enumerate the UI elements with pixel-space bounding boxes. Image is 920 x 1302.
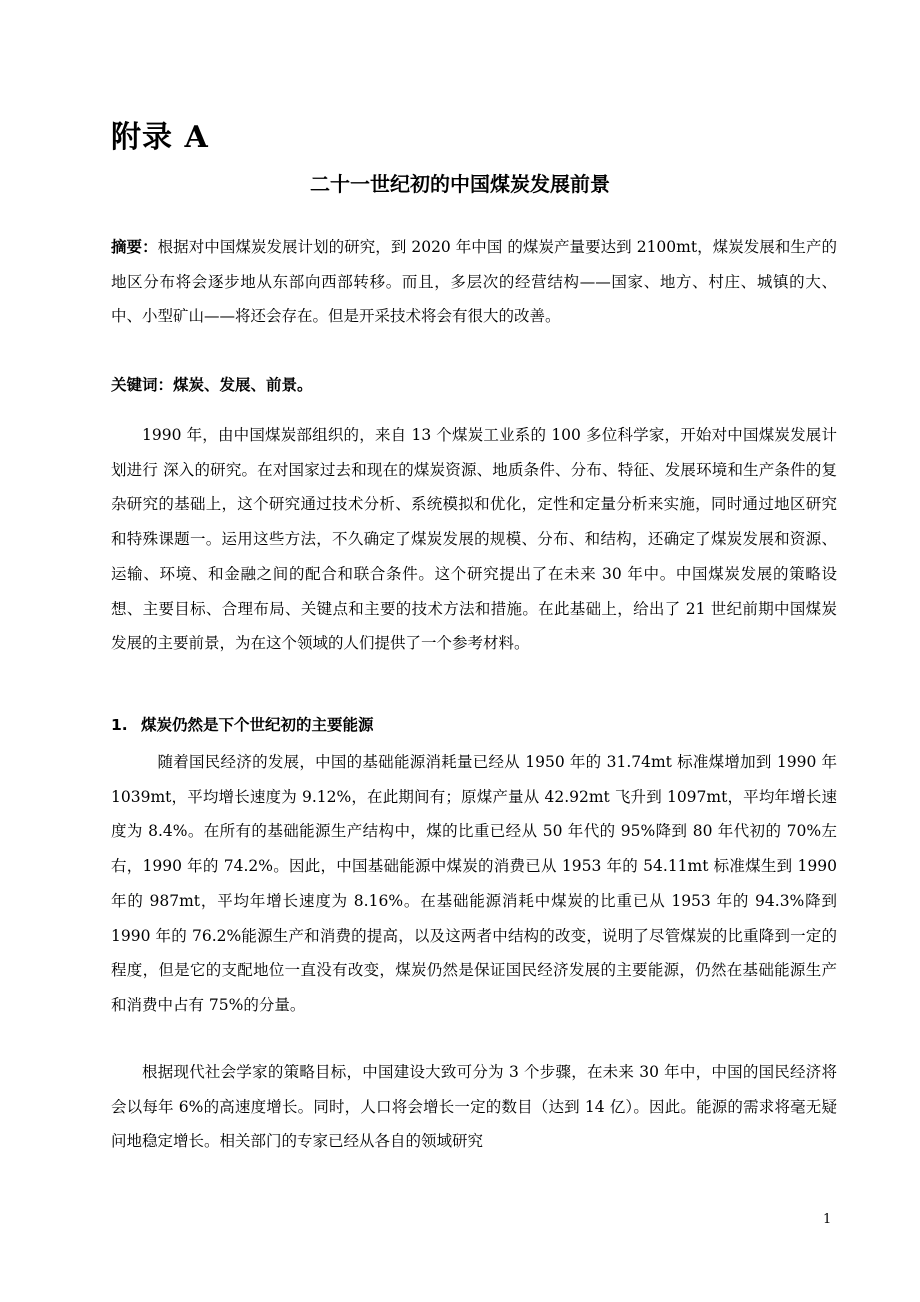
keywords-line: 关键词：煤炭、发展、前景。 [111, 376, 313, 394]
abstract-label: 摘要： [111, 238, 158, 256]
section-title: 煤炭仍然是下个世纪初的主要能源 [141, 716, 374, 734]
article-title: 二十一世纪初的中国煤炭发展前景 [310, 172, 610, 196]
section-heading-1 [111, 712, 374, 738]
body-paragraph-2: 随着国民经济的发展，中国的基础能源消耗量已经从 1950 年的 31.74mt 标准煤增加到 1990 年 1039mt，平均增长速度为 9.12%，在此期间有；原煤产量从 42.92mt 飞升到 1097mt，平均年增长速度为 8.4%。在所有的基础能源生产结构中，煤的比重已经从 50 年代的 95%降到 80 年代初的 70%左右，1990 年的 74.2%。因此，中国基础能源中煤炭的消费已从 1953 年的 54.11mt 标准煤生到 1990 年的 987mt，平均年增长速度为 8.16%。在基础能源消耗中煤炭的比重已从 1953 年的 94.3%降到 1990 年的 76.2%能源生产和消费的提高，以及这两者中结构的改变，说明了尽管煤炭的比重降到一定的程度，但是它的支配地位一直没有改变，煤炭仍然是保证国民经济发展的主要能源，仍然在基础能源生产和消费中占有 75%的分量。 [111, 753, 837, 1014]
section-number: 1. [111, 716, 128, 734]
body-paragraph-3: 根据现代社会学家的策略目标，中国建设大致可分为 3 个步骤，在未来 30 年中，中国的国民经济将会以每年 6%的高速度增长。同时，人口将会增长一定的数目（达到 14 亿）。因此。能源的需求将毫无疑问地稳定增长。相关部门的专家已经从各自的领域研究 [111, 1063, 837, 1151]
page-number: 1 [823, 1212, 832, 1227]
abstract-paragraph [111, 230, 837, 334]
appendix-title: 附录 A [111, 120, 209, 155]
abstract-text: 根据对中国煤炭发展计划的研究，到 2020 年中国 的煤炭产量要达到 2100mt，煤炭发展和生产的地区分布将会逐步地从东部向西部转移。而且，多层次的经营结构——国家、地方、村庄、城镇的大、中、小型矿山——将还会存在。但是开采技术将会有很大的改善。 [111, 238, 837, 326]
body-paragraph-1: 1990 年，由中国煤炭部组织的，来自 13 个煤炭工业系的 100 多位科学家，开始对中国煤炭发展计划进行 深入的研究。在对国家过去和现在的煤炭资源、地质条件、分布、特征、发展环境和生产条件的复杂研究的基础上，这个研究通过技术分析、系统模拟和优化，定性和定量分析来实施，同时通过地区研究和特殊课题一。运用这些方法，不久确定了煤炭发展的规模、分布、和结构，还确定了煤炭发展和资源、运输、环境、和金融之间的配合和联合条件。这个研究提出了在未来 30 年中。中国煤炭发展的策略设想、主要目标、合理布局、关键点和主要的技术方法和措施。在此基础上，给出了 21 世纪前期中国煤炭发展的主要前景，为在这个领域的人们提供了一个参考材料。 [111, 426, 837, 653]
